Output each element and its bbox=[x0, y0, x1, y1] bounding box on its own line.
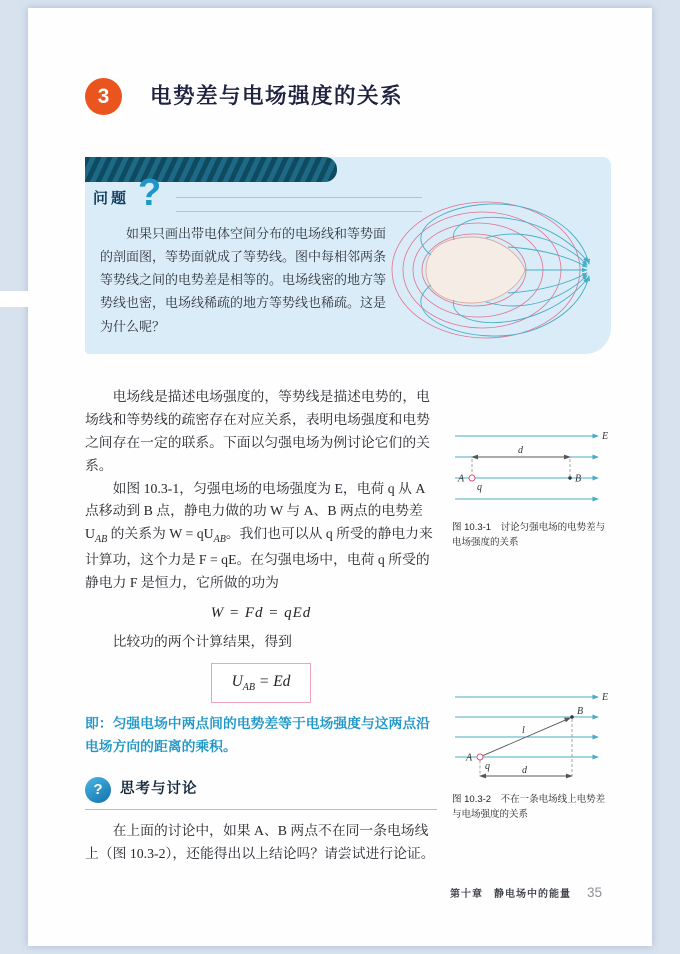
label-A: A bbox=[458, 473, 465, 485]
section-number-badge: 3 bbox=[85, 78, 122, 115]
think-discuss-icon: ? bbox=[85, 777, 111, 803]
subscript-AB: AB bbox=[94, 534, 108, 546]
body-paragraph-2 bbox=[85, 478, 437, 595]
think-discuss-section bbox=[85, 777, 437, 866]
figure-10-3-1 bbox=[452, 426, 612, 550]
subscript-AB: AB bbox=[213, 534, 226, 546]
charge-q-marker bbox=[477, 754, 483, 760]
uab-formula-box bbox=[211, 663, 312, 703]
figure-caption: 图 10.3-2 不在一条电场线上电势差与电场强度的关系 bbox=[452, 794, 606, 820]
problem-label: 问题 bbox=[93, 190, 130, 207]
question-mark-icon: ? bbox=[138, 172, 162, 214]
label-B: B bbox=[577, 706, 584, 717]
subscript-AB: AB bbox=[242, 682, 255, 694]
charge-q-marker bbox=[469, 475, 475, 481]
formula-lead: U bbox=[231, 673, 243, 691]
label-d: d bbox=[518, 445, 523, 456]
ruled-line bbox=[176, 197, 422, 198]
point-B-marker bbox=[570, 715, 573, 718]
para2-text: 如图 10.3-1，匀强电场的电场强度为 E，电荷 q 从 A 点移动到 B 点，静电力做的功 W 与 A、B 两点的电势差 U bbox=[85, 480, 425, 542]
fig-10-3-2-diagram bbox=[452, 686, 612, 782]
think-discuss-header bbox=[85, 777, 437, 810]
fig-10-3-1-diagram bbox=[452, 426, 612, 510]
work-formula: W = Fd = qEd bbox=[210, 605, 312, 622]
formula-rest: = Ed bbox=[254, 673, 291, 691]
guide-lines bbox=[472, 459, 570, 476]
label-q: q bbox=[477, 482, 482, 493]
body-paragraph-3: 比较功的两个计算结果，得到 bbox=[112, 634, 292, 650]
page-number: 35 bbox=[586, 885, 602, 900]
para2-text: 的关系为 W = qU bbox=[107, 526, 214, 542]
think-discuss-text: 在上面的讨论中，如果 A、B 两点不在同一条电场线上（图 10.3-2），还能得出以上结论吗？请尝试进行论证。 bbox=[85, 822, 435, 861]
problem-box-header-band bbox=[85, 157, 337, 182]
page-footer bbox=[450, 886, 602, 900]
body-paragraph-1: 电场线是描述电场强度的，等势线是描述电势的，电场线和等势线的疏密存在对应关系，表明电场强度和电势之间存在一定的联系。下面以匀强电场为例讨论它们的关系。 bbox=[85, 389, 430, 473]
page-edge-tab bbox=[0, 291, 28, 307]
label-A: A bbox=[466, 752, 473, 764]
field-equipotential-diagram bbox=[390, 194, 604, 346]
main-text-column bbox=[85, 386, 437, 866]
label-E: E bbox=[602, 431, 609, 442]
think-discuss-title: 思考与讨论 bbox=[120, 781, 198, 798]
ruled-line bbox=[176, 211, 422, 212]
figure-10-3-2 bbox=[452, 686, 612, 822]
label-q: q bbox=[485, 761, 490, 772]
conclusion-text: 即：匀强电场中两点间的电势差等于电场强度与这两点沿电场方向的距离的乘积。 bbox=[85, 715, 430, 754]
label-l: l bbox=[522, 725, 525, 736]
para2-text: 。我们也可以从 q 所受的静电力来计算功，这个力是 F = qE。在匀强电场中，电荷 q 所受的静电力 F 是恒力，它所做的功为 bbox=[85, 526, 433, 590]
chapter-label: 第十章 静电场中的能量 bbox=[449, 889, 571, 900]
label-d: d bbox=[522, 765, 527, 776]
label-B: B bbox=[575, 473, 582, 485]
figure-caption: 图 10.3-1 讨论匀强电场的电势差与电场强度的关系 bbox=[452, 522, 606, 548]
page-title: 电势差与电场强度的关系 bbox=[150, 84, 404, 108]
point-B-marker bbox=[568, 476, 571, 479]
problem-text: 如果只画出带电体空间分布的电场线和等势面的剖面图，等势面就成了等势线。图中每相邻两条等势线之间的电势差是相等的。电场线密的地方等势线也密，电场线稀疏的地方等势线也稀疏。这是为什么呢？ bbox=[100, 226, 387, 334]
problem-figure bbox=[390, 194, 604, 351]
label-E: E bbox=[602, 692, 609, 703]
